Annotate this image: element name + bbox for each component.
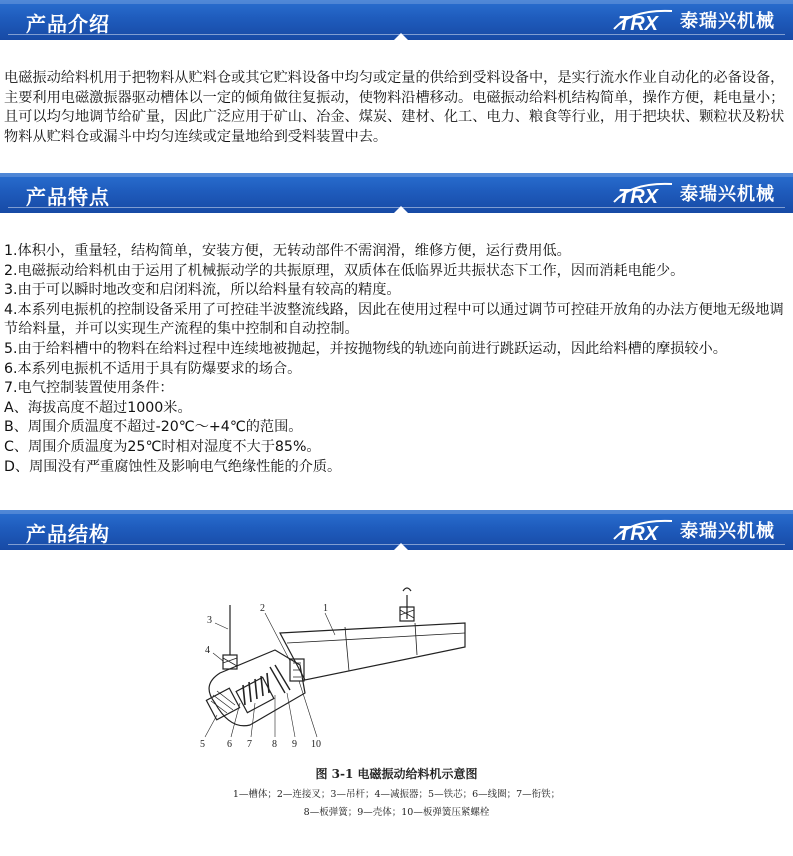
svg-text:TRX: TRX — [618, 186, 658, 208]
plate-spring — [270, 665, 290, 693]
header-notch — [394, 33, 408, 40]
trx-logo-icon — [612, 515, 674, 545]
intro-paragraph: 电磁振动给料机用于把物料从贮料仓或其它贮料设备中均匀或定量的供给到受料设备中，是实行流水作业自动化的必备设备，主要利用电磁激振器驱动槽体以一定的倾角做往复振动，使物料沿槽移动。电磁振动给料机结构简单，操作方便，耗电量小；且可以均匀地调节给矿量，因此广泛应用于矿山、冶金、煤炭、建材、化工、电力、粮食等行业，用于把块状、颗粒状及粉状物料从贮料仓或漏斗中均匀连续或定量地给到受料装置中去。 — [4, 70, 785, 145]
feature-item: 5.由于给料槽中的物料在给料过程中连续地被抛起，并按抛物线的轨迹向前进行跳跃运动，因此给料槽的摩损较小。 — [4, 340, 727, 357]
diagram-label-6: 6 — [227, 739, 232, 750]
trx-logo-icon — [612, 178, 674, 208]
feeder-diagram — [195, 585, 475, 760]
diagram-label-4: 4 — [205, 645, 210, 656]
trough-body — [280, 623, 465, 680]
brand — [612, 178, 775, 208]
section-header-features — [0, 173, 793, 213]
diagram-legend-line-1: 1—槽体；2—连接叉；3—吊杆；4—减振器；5—铁芯；6—线圈；7—衔铁； — [232, 789, 561, 800]
header-notch — [394, 206, 408, 213]
feature-item: 7.电气控制装置使用条件： — [4, 380, 174, 397]
section-title-intro: 产品介绍 — [26, 12, 110, 36]
brand-name: 泰瑞兴机械 — [680, 521, 775, 542]
header-notch — [394, 543, 408, 550]
diagram-label-3: 3 — [207, 615, 212, 626]
feature-item: 6.本系列电振机不适用于具有防爆要求的场合。 — [4, 360, 302, 377]
diagram-label-7: 7 — [247, 739, 252, 750]
feature-item: 2.电磁振动给料机由于运用了机械振动学的共振原理，双质体在低临界近共振状态下工作，因而消耗电能少。 — [4, 262, 685, 279]
feature-item: A、海拔高度不超过1000米。 — [4, 399, 192, 416]
section-title-features: 产品特点 — [26, 185, 110, 209]
brand — [612, 515, 775, 545]
section-header-intro — [0, 0, 793, 40]
diagram-caption: 图 3-1 电磁振动给料机示意图 — [315, 767, 478, 781]
feature-item: 4.本系列电振机的控制设备采用了可控硅半波整流线路，因此在使用过程中可以通过调节可控硅开放角的办法方便地无级地调节给料量，并可以实现生产流程的集中控制和自动控制。 — [4, 301, 784, 338]
trx-logo-icon — [612, 5, 674, 35]
brand-name: 泰瑞兴机械 — [680, 184, 775, 205]
section-header-structure — [0, 510, 793, 550]
diagram-label-8: 8 — [272, 739, 277, 750]
diagram-label-1: 1 — [323, 603, 328, 614]
feature-item: B、周围介质温度不超过-20℃～+4℃的范围。 — [4, 419, 303, 436]
diagram-legend-line-2: 8—板弹簧；9—壳体；10—板弹簧压紧螺栓 — [303, 807, 490, 818]
diagram-label-5: 5 — [200, 739, 205, 750]
features-list — [4, 242, 790, 477]
brand — [612, 5, 775, 35]
section-title-structure: 产品结构 — [26, 522, 110, 546]
diagram-label-9: 9 — [292, 739, 297, 750]
svg-text:TRX: TRX — [618, 523, 658, 545]
trough-inner — [287, 633, 465, 643]
feature-item: D、周围没有严重腐蚀性及影响电气绝缘性能的介质。 — [4, 458, 342, 475]
diagram-label-2: 2 — [260, 603, 265, 614]
feature-item: C、周围介质温度为25℃时相对湿度不大于85%。 — [4, 438, 321, 455]
svg-text:TRX: TRX — [618, 13, 658, 35]
diagram-label-10: 10 — [311, 739, 321, 750]
brand-name: 泰瑞兴机械 — [680, 11, 775, 32]
feature-item: 3.由于可以瞬时地改变和启闭料流，所以给料量有较高的精度。 — [4, 282, 401, 299]
feature-item: 1.体积小，重量轻，结构简单，安装方便，无转动部件不需润滑，维修方便，运行费用低。 — [4, 243, 571, 259]
